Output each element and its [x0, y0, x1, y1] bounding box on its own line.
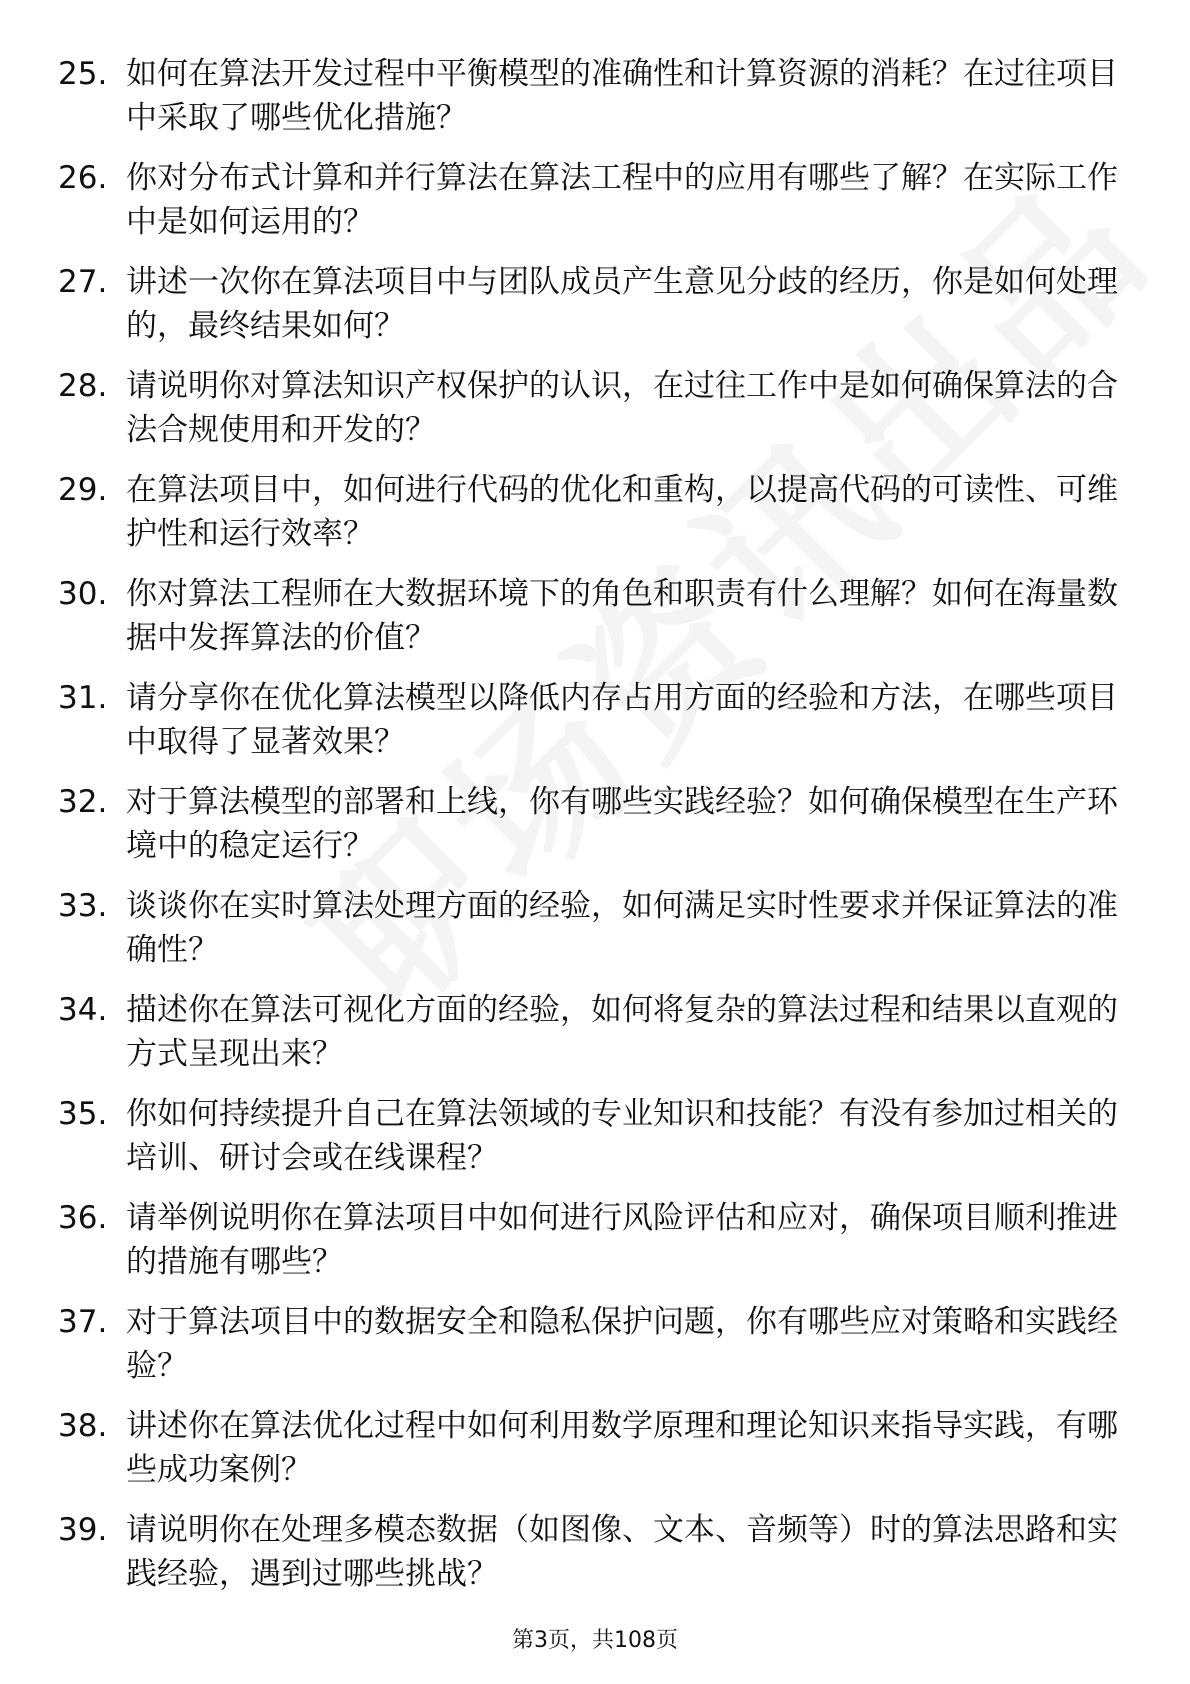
page-footer — [0, 1623, 1190, 1654]
question-text: 讲述一次你在算法项目中与团队成员产生意见分歧的经历，你是如何处理的，最终结果如何？ — [126, 264, 1118, 344]
question-text: 谈谈你在实时算法处理方面的经验，如何满足实时性要求并保证算法的准确性？ — [126, 888, 1118, 968]
question-text: 对于算法项目中的数据安全和隐私保护问题，你有哪些应对策略和实践经验？ — [126, 1304, 1118, 1384]
question-item — [58, 676, 1118, 780]
question-item — [58, 988, 1118, 1092]
question-item — [58, 572, 1118, 676]
question-list — [58, 52, 1118, 1612]
question-number: 27. — [58, 264, 108, 300]
page-number-label: 第3页，共108页 — [512, 1628, 678, 1653]
question-text: 你对算法工程师在大数据环境下的角色和职责有什么理解？如何在海量数据中发挥算法的价值？ — [126, 576, 1118, 656]
question-number: 32. — [58, 784, 108, 820]
question-number: 39. — [58, 1512, 108, 1548]
question-number: 31. — [58, 680, 108, 716]
question-item — [58, 1508, 1118, 1612]
question-item — [58, 884, 1118, 988]
question-item — [58, 1196, 1118, 1300]
question-text: 对于算法模型的部署和上线，你有哪些实践经验？如何确保模型在生产环境中的稳定运行？ — [126, 784, 1118, 864]
question-item — [58, 260, 1118, 364]
question-item — [58, 780, 1118, 884]
question-item — [58, 364, 1118, 468]
question-number: 29. — [58, 472, 108, 508]
question-item — [58, 1300, 1118, 1404]
question-text: 讲述你在算法优化过程中如何利用数学原理和理论知识来指导实践，有哪些成功案例？ — [126, 1408, 1118, 1488]
question-item — [58, 1404, 1118, 1508]
question-number: 35. — [58, 1096, 108, 1132]
question-item — [58, 156, 1118, 260]
question-item — [58, 1092, 1118, 1196]
question-number: 37. — [58, 1304, 108, 1340]
question-item — [58, 52, 1118, 156]
question-number: 28. — [58, 368, 108, 404]
question-text: 请说明你在处理多模态数据（如图像、文本、音频等）时的算法思路和实践经验，遇到过哪些挑战？ — [126, 1512, 1118, 1592]
question-item — [58, 468, 1118, 572]
question-number: 38. — [58, 1408, 108, 1444]
question-text: 你如何持续提升自己在算法领域的专业知识和技能？有没有参加过相关的培训、研讨会或在线课程？ — [126, 1096, 1118, 1176]
question-text: 如何在算法开发过程中平衡模型的准确性和计算资源的消耗？在过往项目中采取了哪些优化措施？ — [126, 56, 1118, 136]
question-number: 34. — [58, 992, 108, 1028]
question-number: 25. — [58, 56, 108, 92]
question-text: 描述你在算法可视化方面的经验，如何将复杂的算法过程和结果以直观的方式呈现出来？ — [126, 992, 1118, 1072]
question-text: 请分享你在优化算法模型以降低内存占用方面的经验和方法，在哪些项目中取得了显著效果？ — [126, 680, 1118, 760]
question-text: 你对分布式计算和并行算法在算法工程中的应用有哪些了解？在实际工作中是如何运用的？ — [126, 160, 1118, 240]
question-number: 36. — [58, 1200, 108, 1236]
question-number: 26. — [58, 160, 108, 196]
question-text: 请举例说明你在算法项目中如何进行风险评估和应对，确保项目顺利推进的措施有哪些？ — [126, 1200, 1118, 1280]
question-number: 30. — [58, 576, 108, 612]
question-number: 33. — [58, 888, 108, 924]
question-text: 请说明你对算法知识产权保护的认识，在过往工作中是如何确保算法的合法合规使用和开发的？ — [126, 368, 1118, 448]
question-text: 在算法项目中，如何进行代码的优化和重构，以提高代码的可读性、可维护性和运行效率？ — [126, 472, 1118, 552]
